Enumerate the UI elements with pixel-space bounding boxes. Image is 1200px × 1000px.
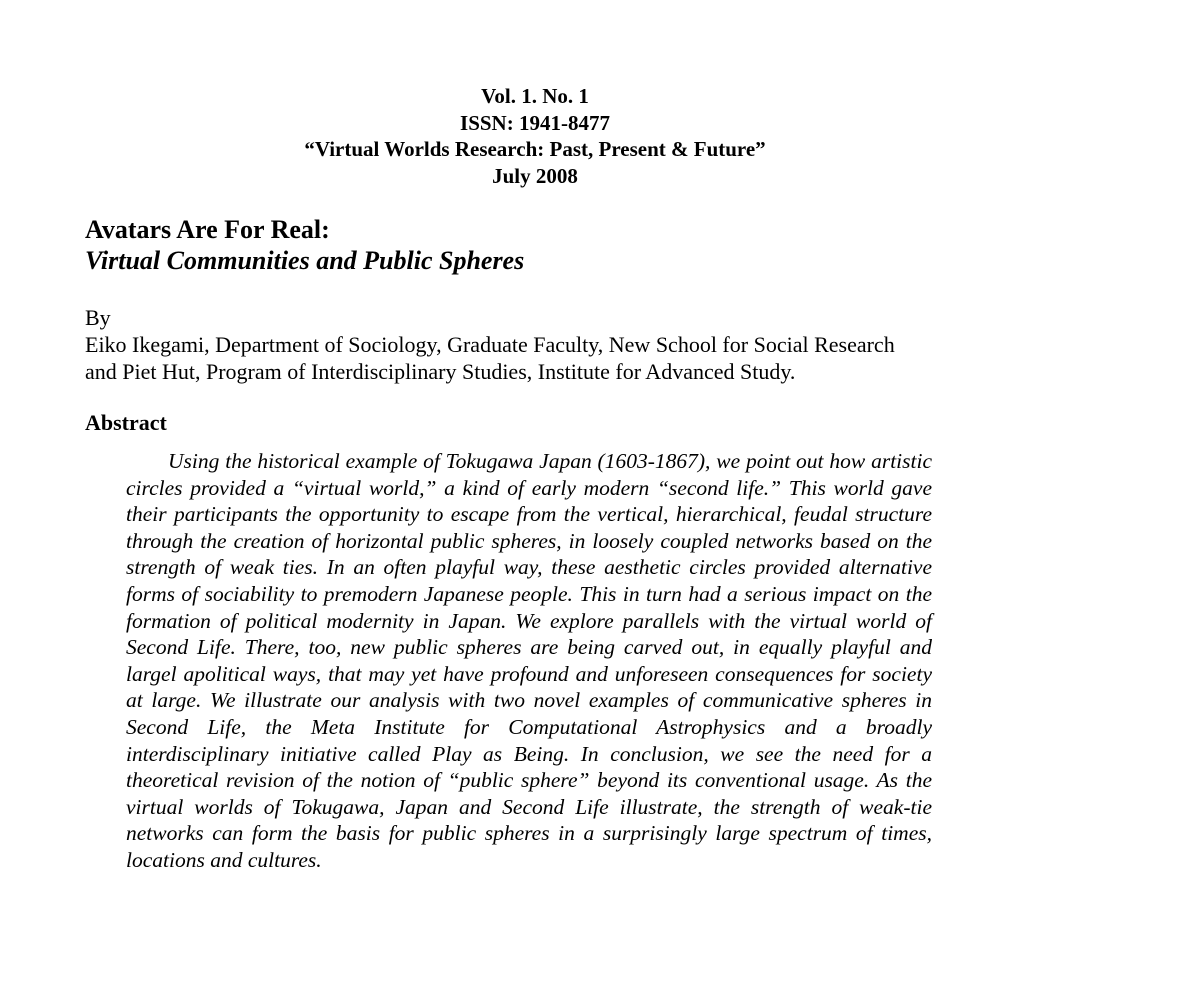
article-title: [85, 214, 524, 276]
journal-header: [0, 83, 1070, 189]
abstract-heading: Abstract: [85, 410, 167, 435]
journal-issn: ISSN: 1941-8477: [460, 110, 610, 135]
author-line-1: Eiko Ikegami, Department of Sociology, Graduate Faculty, New School for Social Research: [85, 332, 895, 357]
journal-date: July 2008: [492, 163, 578, 188]
journal-issue-title: “Virtual Worlds Research: Past, Present & Future”: [304, 137, 766, 161]
article-title-main: Avatars Are For Real:: [85, 215, 330, 244]
byline-label: By: [85, 305, 111, 330]
article-title-subtitle: Virtual Communities and Public Spheres: [85, 246, 525, 275]
abstract-body: Using the historical example of Tokugawa Japan (1603-1867), we point out how artistic circles provided a “virtual world,” a kind of early modern “second life.” This world gave their participants the opportunity to escape from the vertical, hierarchical, feudal structure through the creation of horizontal public spheres, in loosely coupled networks based on the strength of weak ties. In an often playful way, these aesthetic circles provided alternative forms of sociability to premodern Japanese people. This in turn had a serious impact on the formation of political modernity in Japan. We explore parallels with the virtual world of Second Life. There, too, new public spheres are being carved out, in equally playful and largel apolitical ways, that may yet have profound and unforeseen consequences for society at large. We illustrate our analysis with two novel examples of communicative spheres in Second Life, the Meta Institute for Computational Astrophysics and a broadly interdisciplinary initiative called Play as Being. In conclusion, we see the need for a theoretical revision of the notion of “public sphere” beyond its conventional usage. As the virtual worlds of Tokugawa, Japan and Second Life illustrate, the strength of weak-tie networks can form the basis for public spheres in a surprisingly large spectrum of times, locations and cultures.: [126, 449, 932, 872]
journal-volume: Vol. 1. No. 1: [481, 84, 589, 108]
author-line-2: and Piet Hut, Program of Interdisciplinary Studies, Institute for Advanced Study.: [85, 359, 796, 384]
author-byline: [85, 304, 895, 385]
